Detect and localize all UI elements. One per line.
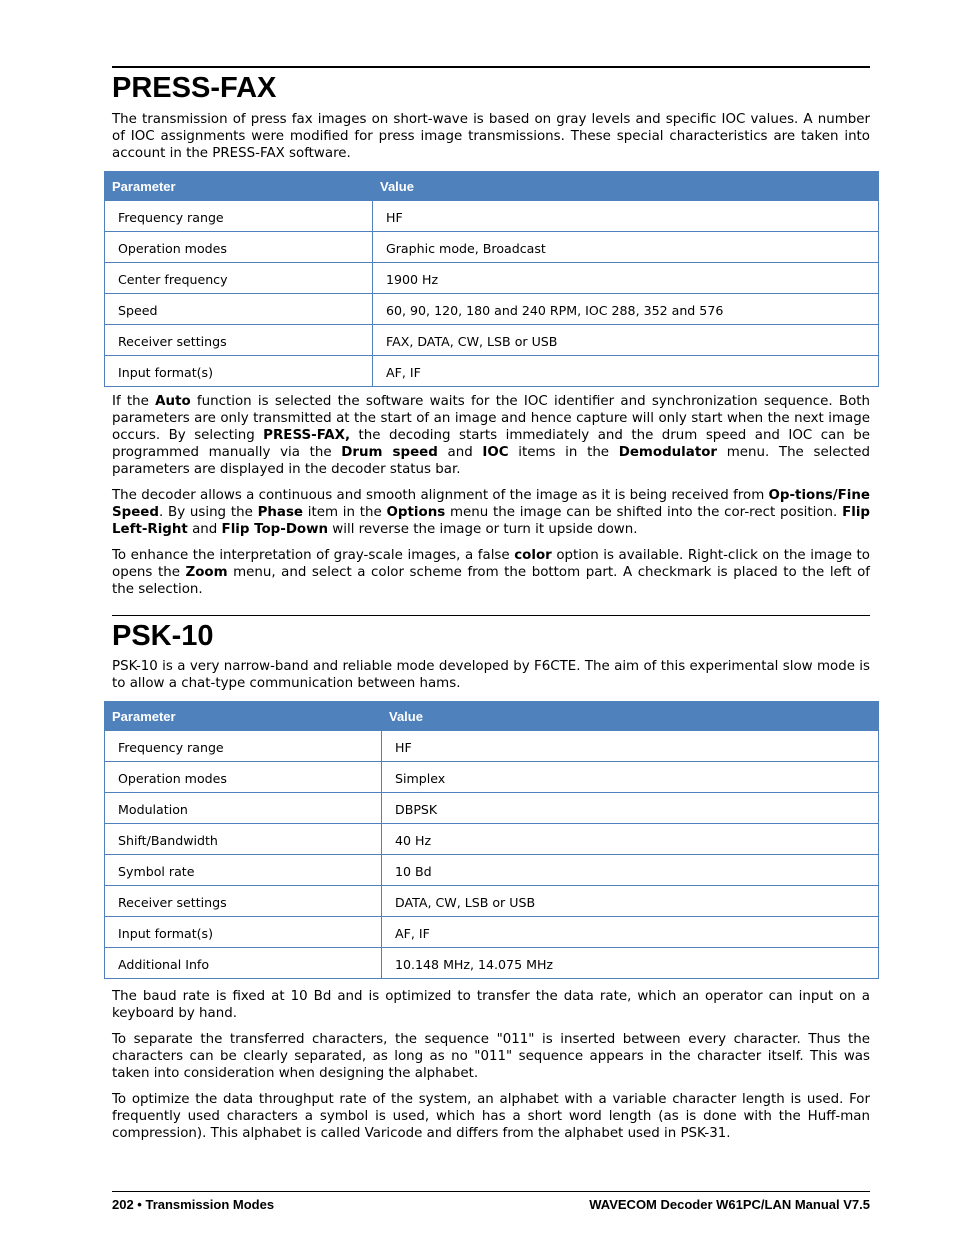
- table-row: [105, 886, 879, 917]
- footer-manual-title: WAVECOM Decoder W61PC/LAN Manual V7.5: [589, 1197, 870, 1212]
- parameter-cell: Receiver settings: [105, 886, 382, 917]
- parameter-cell: Input format(s): [105, 917, 382, 948]
- value-cell: 60, 90, 120, 180 and 240 RPM, IOC 288, 352 and 576: [373, 294, 879, 325]
- value-cell: AF, IF: [373, 356, 879, 387]
- psk-10-parameter-table: [104, 701, 879, 979]
- value-cell: DATA, CW, LSB or USB: [382, 886, 879, 917]
- section-rule: [112, 615, 870, 616]
- value-cell: HF: [373, 201, 879, 232]
- parameter-cell: Input format(s): [105, 356, 373, 387]
- value-cell: 1900 Hz: [373, 263, 879, 294]
- table-row: [105, 263, 879, 294]
- table-header-parameter: Parameter: [105, 172, 373, 201]
- parameter-cell: Frequency range: [105, 731, 382, 762]
- table-header-value: Value: [382, 702, 879, 731]
- parameter-cell: Modulation: [105, 793, 382, 824]
- psk-10-intro: PSK-10 is a very narrow-band and reliable mode developed by F6CTE. The aim of this experimental slow mode is to allow a chat-type communication between hams.: [112, 659, 870, 691]
- press-fax-auto-paragraph: If the Auto function is selected the software waits for the IOC identifier and synchronization sequence. Both parameters are only transmitted at the start of an image and hence capture will only start when the next image occurs. By selecting PRESS-FAX, the decoding starts immediately and the drum speed and IOC can be programmed manually via the Drum speed and IOC items in the Demodulator menu. The selected parameters are displayed in the decoder status bar.: [112, 394, 870, 477]
- parameter-cell: Additional Info: [105, 948, 382, 979]
- footer-page-label: 202 • Transmission Modes: [112, 1197, 275, 1212]
- parameter-cell: Center frequency: [105, 263, 373, 294]
- press-fax-intro: The transmission of press fax images on short-wave is based on gray levels and specific IOC values. A number of IOC assignments were modified for press image transmissions. These special characteristics are taken into account in the PRESS-FAX software.: [112, 112, 870, 161]
- value-cell: 10.148 MHz, 14.075 MHz: [382, 948, 879, 979]
- section-title-press-fax: PRESS-FAX: [112, 72, 277, 104]
- table-row: [105, 356, 879, 387]
- parameter-cell: Frequency range: [105, 201, 373, 232]
- parameter-cell: Operation modes: [105, 762, 382, 793]
- page-footer: [112, 1191, 870, 1212]
- section-rule: [112, 66, 870, 68]
- value-cell: DBPSK: [382, 793, 879, 824]
- table-header-value: Value: [373, 172, 879, 201]
- parameter-cell: Speed: [105, 294, 373, 325]
- table-row: [105, 731, 879, 762]
- table-row: [105, 948, 879, 979]
- value-cell: AF, IF: [382, 917, 879, 948]
- parameter-cell: Symbol rate: [105, 855, 382, 886]
- section-title-psk-10: PSK-10: [112, 620, 214, 652]
- psk-10-baud-paragraph: The baud rate is fixed at 10 Bd and is optimized to transfer the data rate, which an operator can input on a keyboard by hand.: [112, 989, 870, 1021]
- table-row: [105, 855, 879, 886]
- table-row: [105, 201, 879, 232]
- table-row: [105, 762, 879, 793]
- psk-10-separator-paragraph: To separate the transferred characters, the sequence "011" is inserted between every character. Thus the characters can be clearly separated, as long as no "011" sequence appears in the character itself. This was taken into consideration when designing the alphabet.: [112, 1032, 870, 1081]
- table-row: [105, 824, 879, 855]
- table-row: [105, 917, 879, 948]
- press-fax-parameter-table: [104, 171, 879, 387]
- parameter-cell: Operation modes: [105, 232, 373, 263]
- value-cell: FAX, DATA, CW, LSB or USB: [373, 325, 879, 356]
- table-header-parameter: Parameter: [105, 702, 382, 731]
- value-cell: HF: [382, 731, 879, 762]
- value-cell: 10 Bd: [382, 855, 879, 886]
- page-content: [112, 66, 870, 1151]
- value-cell: 40 Hz: [382, 824, 879, 855]
- parameter-cell: Receiver settings: [105, 325, 373, 356]
- press-fax-alignment-paragraph: The decoder allows a continuous and smooth alignment of the image as it is being received from Op-tions/Fine Speed. By using the Phase item in the Options menu the image can be shifted into the cor-rect position. Flip Left-Right and Flip Top-Down will reverse the image or turn it upside down.: [112, 488, 870, 537]
- table-row: [105, 232, 879, 263]
- press-fax-color-paragraph: To enhance the interpretation of gray-scale images, a false color option is available. Right-click on the image to opens the Zoom menu, and select a color scheme from the bottom part. A checkmark is placed to the left of the selection.: [112, 548, 870, 597]
- value-cell: Simplex: [382, 762, 879, 793]
- psk-10-varicode-paragraph: To optimize the data throughput rate of the system, an alphabet with a variable character length is used. For frequently used characters a symbol is used, which has a short word length (as is done with the Huff-man compression). This alphabet is called Varicode and differs from the alphabet used in PSK-31.: [112, 1092, 870, 1141]
- value-cell: Graphic mode, Broadcast: [373, 232, 879, 263]
- table-row: [105, 325, 879, 356]
- parameter-cell: Shift/Bandwidth: [105, 824, 382, 855]
- table-row: [105, 793, 879, 824]
- table-row: [105, 294, 879, 325]
